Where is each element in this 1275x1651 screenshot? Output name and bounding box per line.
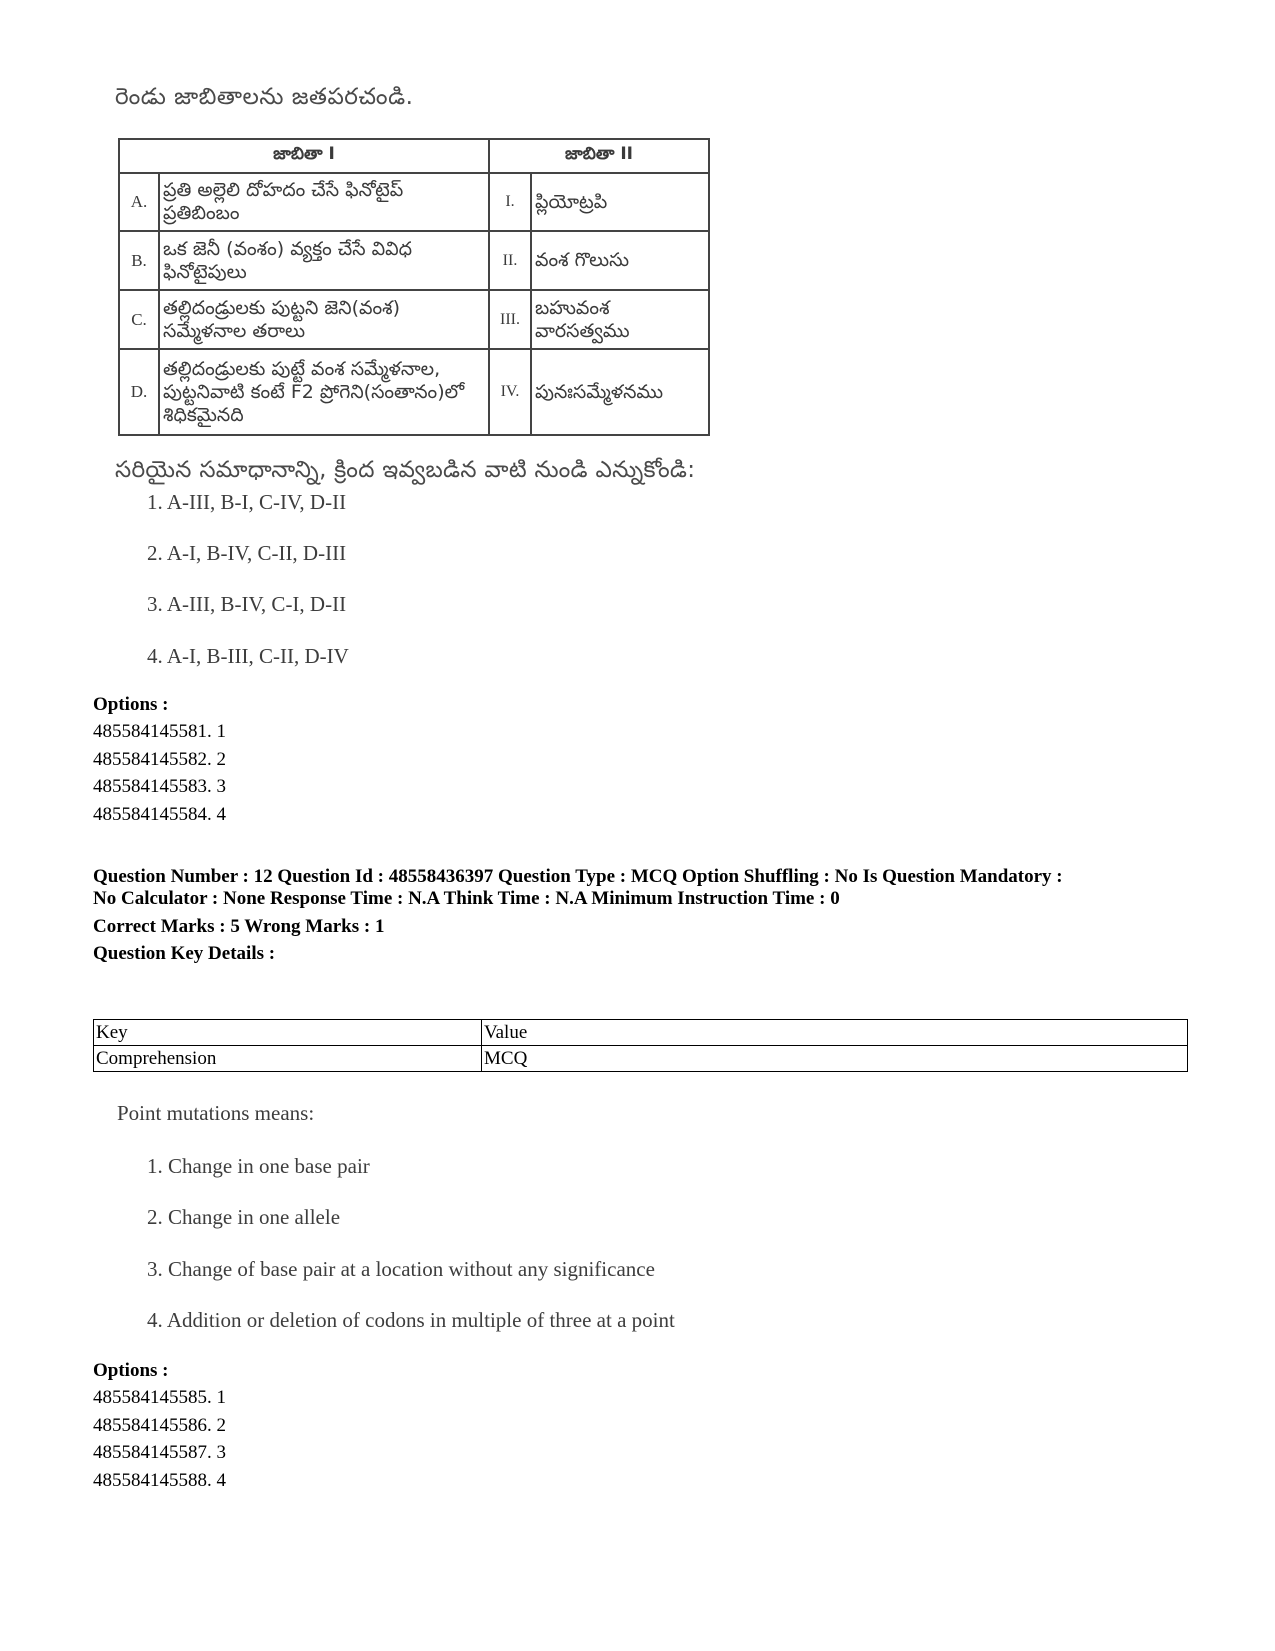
q12-option-2: 485584145586. 2 bbox=[93, 1415, 226, 1436]
value-header: Value bbox=[482, 1020, 1188, 1046]
list2-text: ప్లియోట్రపి bbox=[531, 173, 709, 231]
match-table-header bbox=[119, 139, 709, 173]
list2-label: I. bbox=[489, 173, 531, 231]
q12-key-details-label: Question Key Details : bbox=[93, 943, 276, 964]
key-details-table bbox=[93, 1019, 1188, 1072]
q12-option-3: 485584145587. 3 bbox=[93, 1442, 226, 1463]
value-cell: MCQ bbox=[482, 1046, 1188, 1072]
q11-choice-2: 2. A-I, B-IV, C-II, D-III bbox=[147, 541, 347, 565]
list1-label: D. bbox=[119, 349, 159, 435]
q11-choice-3: 3. A-III, B-IV, C-I, D-II bbox=[147, 592, 347, 616]
match-table-row bbox=[119, 290, 709, 349]
list2-text: బహువంశ వారసత్వము bbox=[531, 290, 709, 349]
list2-label: III. bbox=[489, 290, 531, 349]
match-table-row bbox=[119, 349, 709, 435]
q11-option-4: 485584145584. 4 bbox=[93, 804, 226, 825]
match-table bbox=[118, 138, 710, 436]
list2-label: II. bbox=[489, 231, 531, 290]
list1-label: A. bbox=[119, 173, 159, 231]
table-row bbox=[94, 1046, 1188, 1072]
q11-choice-4: 4. A-I, B-III, C-II, D-IV bbox=[147, 644, 349, 668]
q12-choice-4: 4. Addition or deletion of codons in multiple of three at a point bbox=[147, 1308, 675, 1332]
q12-meta-line1: Question Number : 12 Question Id : 48558436397 Question Type : MCQ Option Shuffling : No Is Question Mandatory : bbox=[93, 866, 1063, 887]
match-table-row bbox=[119, 173, 709, 231]
q12-meta-line2: No Calculator : None Response Time : N.A Think Time : N.A Minimum Instruction Time : 0 bbox=[93, 888, 840, 909]
q12-choice-2: 2. Change in one allele bbox=[147, 1205, 341, 1229]
list2-text: పునఃసమ్మేళనము bbox=[531, 349, 709, 435]
q12-choice-3: 3. Change of base pair at a location without any significance bbox=[147, 1257, 655, 1281]
q12-options-label: Options : bbox=[93, 1360, 169, 1381]
list1-text: ప్రతి అల్లెలి దోహదం చేసే ఫినోటైప్ ప్రతిబింబం bbox=[159, 173, 489, 231]
q12-option-1: 485584145585. 1 bbox=[93, 1387, 226, 1408]
q12-choice-1: 1. Change in one base pair bbox=[147, 1154, 370, 1178]
table-row bbox=[94, 1020, 1188, 1046]
q11-choice-1: 1. A-III, B-I, C-IV, D-II bbox=[147, 490, 347, 514]
q12-option-4: 485584145588. 4 bbox=[93, 1470, 226, 1491]
list1-text: తల్లిదండ్రులకు పుట్టని జెని(వంశ) సమ్మేళనాల తరాలు bbox=[159, 290, 489, 349]
key-header: Key bbox=[94, 1020, 482, 1046]
list1-label: B. bbox=[119, 231, 159, 290]
list2-header: జాబితా II bbox=[489, 139, 709, 173]
q11-instruction: సరియైన సమాధానాన్ని, క్రింద ఇవ్వబడిన వాటి నుండి ఎన్నుకోండి: bbox=[115, 457, 696, 483]
q12-stem: Point mutations means: bbox=[117, 1101, 315, 1125]
list1-header: జాబితా I bbox=[119, 139, 489, 173]
key-cell: Comprehension bbox=[94, 1046, 482, 1072]
list2-label: IV. bbox=[489, 349, 531, 435]
list1-label: C. bbox=[119, 290, 159, 349]
q11-options-label: Options : bbox=[93, 694, 169, 715]
list1-text: తల్లిదండ్రులకు పుట్టే వంశ సమ్మేళనాల, పుట్టనివాటి కంటే F2 ప్రోగెని(సంతానం)లో శిధికమైనది bbox=[159, 349, 489, 435]
q12-marks: Correct Marks : 5 Wrong Marks : 1 bbox=[93, 916, 385, 937]
q11-stem: రెండు జాబితాలను జతపరచండి. bbox=[115, 84, 414, 110]
list1-text: ఒక జెనీ (వంశం) వ్యక్తం చేసే వివిధ ఫినోటైపులు bbox=[159, 231, 489, 290]
q11-option-1: 485584145581. 1 bbox=[93, 721, 226, 742]
q11-option-2: 485584145582. 2 bbox=[93, 749, 226, 770]
q11-option-3: 485584145583. 3 bbox=[93, 776, 226, 797]
match-table-row bbox=[119, 231, 709, 290]
list2-text: వంశ గొలుసు bbox=[531, 231, 709, 290]
